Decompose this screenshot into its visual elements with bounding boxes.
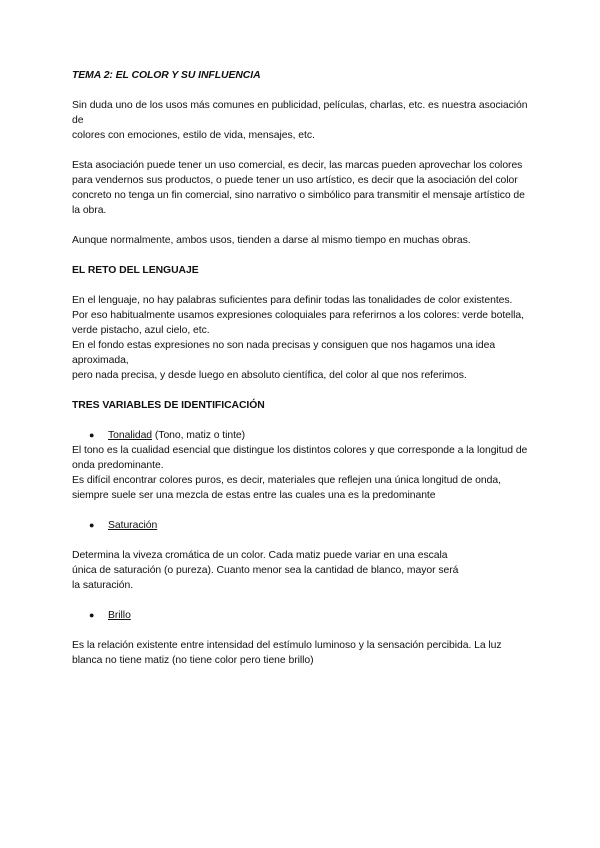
text-line: colores con emociones, estilo de vida, mensajes, etc. (72, 130, 315, 141)
bullet-item-brillo (72, 608, 542, 623)
text-line: concreto no tenga un fin comercial, sino narrativo o simbólico para transmitir el mensaje artístico de (72, 190, 525, 201)
text-line: Esta asociación puede tener un uso comercial, es decir, las marcas pueden aprovechar los colores (72, 160, 523, 171)
text-line: En el fondo estas expresiones no son nada precisas y consiguen que nos hagamos una idea (72, 340, 496, 351)
text-line: Sin duda uno de los usos más comunes en publicidad, películas, charlas, etc. es nuestra asociación (72, 100, 528, 111)
bullet-icon: ● (89, 430, 95, 440)
bullet-item-tonalidad (72, 428, 542, 443)
text-line: Por eso habitualmente usamos expresiones coloquiales para referirnos a los colores: verde botella, (72, 310, 524, 321)
usage-paragraph (72, 158, 542, 218)
intro-paragraph (72, 98, 542, 143)
text-line: Es la relación existente entre intensidad del estímulo luminoso y la sensación percibida. La luz (72, 640, 502, 651)
text-line: El tono es la cualidad esencial que distingue los distintos colores y que corresponde a la longitud de (72, 445, 528, 456)
text-line: aproximada, (72, 355, 129, 366)
text-line: la saturación. (72, 580, 134, 591)
section-heading-language: EL RETO DEL LENGUAJE (72, 265, 199, 276)
saturacion-paragraph (72, 548, 542, 593)
document-page (72, 68, 542, 668)
text-line: la obra. (72, 205, 107, 216)
text-line: blanca no tiene matiz (no tiene color pero tiene brillo) (72, 655, 314, 666)
text-line: pero nada precisa, y desde luego en absoluto científica, del color al que nos referimos. (72, 370, 467, 381)
language-paragraph (72, 293, 542, 383)
section-heading-variables: TRES VARIABLES DE IDENTIFICACIÓN (72, 400, 265, 411)
text-line: para vendernos sus productos, o puede tener un uso artístico, es decir que la asociación del color (72, 175, 518, 186)
tonalidad-paragraph (72, 443, 542, 503)
summary-paragraph: Aunque normalmente, ambos usos, tienden a darse al mismo tiempo en muchas obras. (72, 235, 471, 246)
document-title: TEMA 2: EL COLOR Y SU INFLUENCIA (72, 70, 261, 81)
text-line: siempre suele ser una mezcla de estas entre las cuales una es la predominante (72, 490, 436, 501)
text-line: de (72, 115, 84, 126)
text-line: En el lenguaje, no hay palabras suficientes para definir todas las tonalidades de color existentes. (72, 295, 513, 306)
bullet-label-saturacion: Saturación (108, 520, 158, 531)
bullet-item-saturacion (72, 518, 542, 533)
bullet-label-brillo: Brillo (108, 610, 131, 621)
text-line: Es difícil encontrar colores puros, es decir, materiales que reflejen una única longitud de onda, (72, 475, 501, 486)
bullet-icon: ● (89, 520, 95, 530)
bullet-icon: ● (89, 610, 95, 620)
text-line: verde pistacho, azul cielo, etc. (72, 325, 210, 336)
brillo-paragraph (72, 638, 542, 668)
text-line: Determina la viveza cromática de un color. Cada matiz puede variar en una escala (72, 550, 448, 561)
bullet-label-tonalidad: Tonalidad (108, 430, 153, 441)
text-line: onda predominante. (72, 460, 164, 471)
text-line: única de saturación (o pureza). Cuanto menor sea la cantidad de blanco, mayor será (72, 565, 459, 576)
bullet-suffix-tonalidad: (Tono, matiz o tinte) (152, 430, 246, 441)
